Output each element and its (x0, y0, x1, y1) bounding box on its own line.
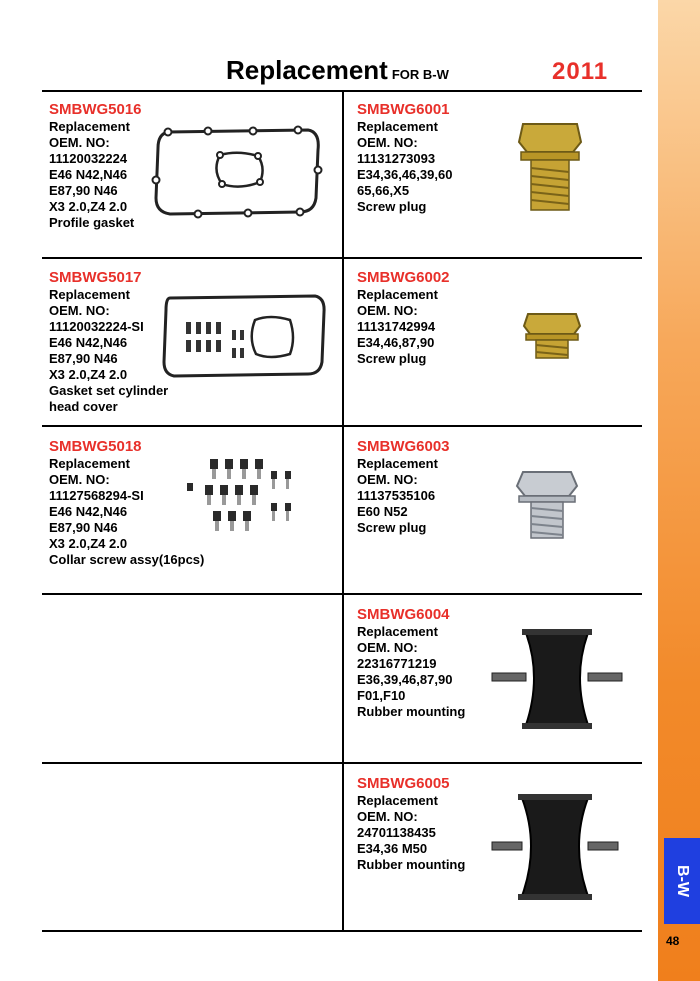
oem-number: 11120032224-SI (49, 319, 144, 334)
product-code[interactable]: SMBWG6002 (357, 269, 450, 286)
entry-line: Replacement (49, 287, 130, 302)
page-number: 48 (666, 934, 680, 948)
entry-line: 65,66,X5 (357, 183, 410, 198)
entry-line: X3 2.0,Z4 2.0 (49, 199, 128, 214)
page-title: Replacement (226, 55, 388, 85)
entry-line: Replacement (49, 119, 130, 134)
entry-line: E46 N42,N46 (49, 335, 128, 350)
product-entry (357, 606, 465, 720)
rubber-mounting-image (490, 790, 620, 905)
entry-line: E34,36,46,39,60 (357, 167, 453, 182)
profile-gasket-image (148, 120, 328, 225)
entry-line: E36,39,46,87,90 (357, 672, 453, 687)
screw-plug-image (522, 310, 582, 362)
product-code[interactable]: SMBWG5017 (49, 269, 142, 286)
screw-plug-image (515, 468, 580, 543)
product-entry (357, 101, 452, 215)
rubber-mounting-image (490, 625, 625, 735)
product-description: Rubber mounting (357, 704, 466, 719)
entry-line: X3 2.0,Z4 2.0 (49, 367, 128, 382)
oem-number: 24701138435 (357, 825, 436, 840)
divider (42, 930, 642, 932)
entry-line: E46 N42,N46 (49, 504, 128, 519)
entry-line: OEM. NO: (49, 135, 110, 150)
collar-screw-assy-image (185, 455, 300, 535)
product-description: Rubber mounting (357, 857, 466, 872)
product-code[interactable]: SMBWG6003 (357, 438, 450, 455)
entry-line: OEM. NO: (49, 472, 110, 487)
entry-line: Replacement (357, 793, 438, 808)
column-divider (342, 92, 344, 930)
entry-line: E87,90 N46 (49, 351, 118, 366)
section-tab[interactable] (664, 838, 700, 924)
catalog-year: 2011 (552, 58, 609, 85)
entry-line: Replacement (357, 119, 438, 134)
oem-number: 11127568294-SI (49, 488, 144, 503)
entry-line: E34,36 M50 (357, 841, 428, 856)
product-description: Collar screw assy(16pcs) (49, 552, 205, 567)
entry-line: OEM. NO: (357, 809, 418, 824)
side-color-bar (658, 0, 700, 981)
entry-line: E34,46,87,90 (357, 335, 435, 350)
product-code[interactable]: SMBWG5018 (49, 438, 142, 455)
oem-number: 11131273093 (357, 151, 436, 166)
product-description: head cover (49, 399, 118, 414)
product-description: Profile gasket (49, 215, 135, 230)
oem-number: 11131742994 (357, 319, 436, 334)
gasket-set-image (160, 290, 330, 380)
entry-line: OEM. NO: (49, 303, 110, 318)
product-entry (357, 269, 450, 367)
product-description: Screw plug (357, 199, 427, 214)
screw-plug-image (515, 120, 585, 215)
oem-number: 22316771219 (357, 656, 437, 671)
product-description: Gasket set cylinder (49, 383, 169, 398)
section-tab-label: B-W (674, 865, 691, 897)
oem-number: 11120032224 (49, 151, 128, 166)
page-header (226, 55, 449, 86)
oem-number: 11137535106 (357, 488, 436, 503)
entry-line: E46 N42,N46 (49, 167, 128, 182)
entry-line: Replacement (49, 456, 130, 471)
entry-line: X3 2.0,Z4 2.0 (49, 536, 128, 551)
entry-line: Replacement (357, 624, 438, 639)
entry-line: E87,90 N46 (49, 183, 118, 198)
product-entry (49, 269, 168, 415)
product-entry (357, 438, 450, 536)
product-entry (49, 101, 142, 231)
entry-line: E60 N52 (357, 504, 408, 519)
entry-line: Replacement (357, 456, 438, 471)
product-code[interactable]: SMBWG5016 (49, 101, 142, 118)
product-description: Screw plug (357, 520, 427, 535)
product-code[interactable]: SMBWG6004 (357, 606, 450, 623)
page-subtitle: FOR B-W (391, 67, 449, 82)
product-description: Screw plug (357, 351, 427, 366)
entry-line: F01,F10 (357, 688, 406, 703)
entry-line: OEM. NO: (357, 135, 418, 150)
entry-line: OEM. NO: (357, 472, 418, 487)
entry-line: E87,90 N46 (49, 520, 118, 535)
entry-line: Replacement (357, 287, 438, 302)
product-entry (49, 438, 204, 568)
entry-line: OEM. NO: (357, 303, 418, 318)
entry-line: OEM. NO: (357, 640, 418, 655)
product-entry (357, 775, 465, 873)
product-code[interactable]: SMBWG6005 (357, 775, 450, 792)
product-code[interactable]: SMBWG6001 (357, 101, 450, 118)
